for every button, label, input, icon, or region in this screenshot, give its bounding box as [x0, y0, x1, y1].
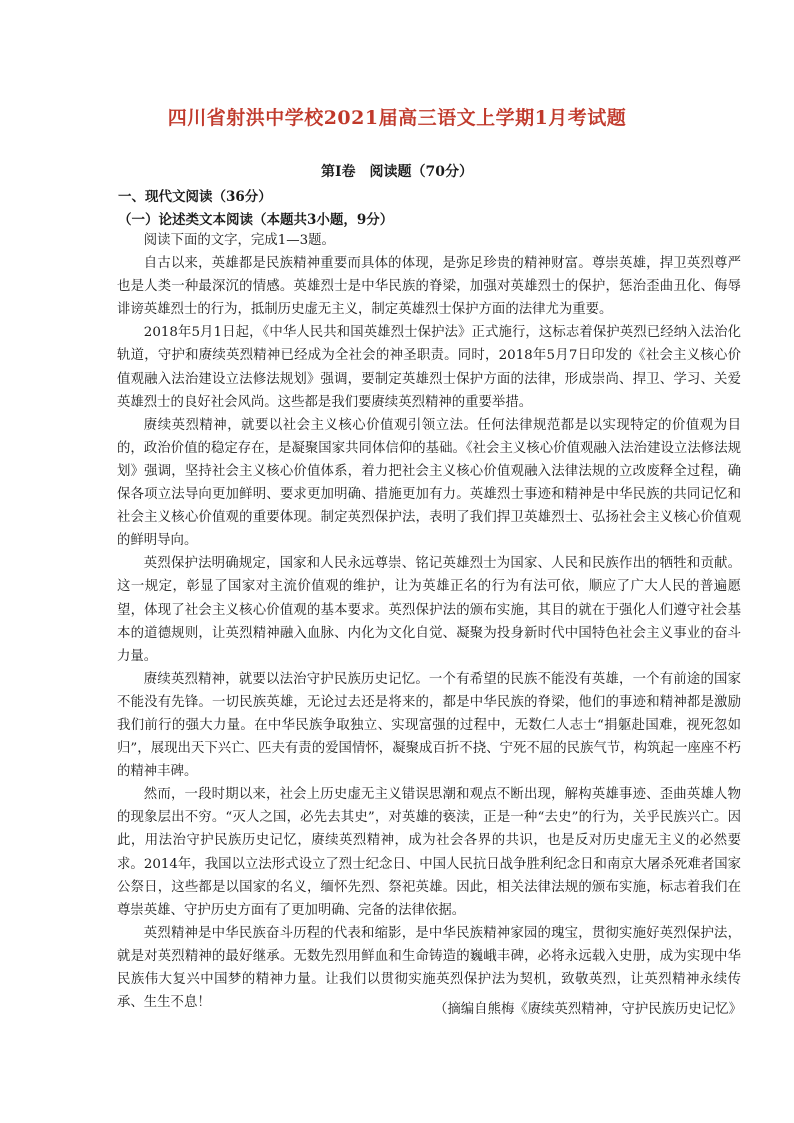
exam-title: 四川省射洪中学校2021届高三语文上学期1月考试题 — [167, 107, 627, 129]
section-heading: 一、现代文阅读（36分） — [118, 189, 272, 205]
instruction: 阅读下面的文字，完成1—3题。 — [143, 233, 335, 248]
paragraph: 2018年5月1日起，《中华人民共和国英雄烈士保护法》正式施行，这标志着保护英烈已经纳入法治化轨道，守护和赓续英烈精神已经成为全社会的神圣职责。同时，2018年5月7日印发的《社会主义核心价值观融入法治建设立法修法规划》强调，要制定英雄烈士保护方面的法律，形成崇尚、捍卫、学习、关爱英雄烈士的良好社会风尚。这些都是我们要赓续英烈精神的重要举措。 — [117, 325, 741, 410]
paragraph: 赓续英烈精神，就要以法治守护民族历史记忆。一个有希望的民族不能没有英雄，一个有前途的国家不能没有先锋。一切民族英雄，无论过去还是将来的，都是中华民族的脊梁，他们的事迹和精神都是激励我们前行的强大力量。在中华民族争取独立、实现富强的过程中，无数仁人志士“捐躯赴国难，视死忽如归”，展现出天下兴亡、匹夫有责的爱国情怀，凝聚成百折不挠、宁死不屈的民族气节，构筑起一座座不朽的精神丰碑。 — [117, 671, 741, 780]
article-body — [117, 229, 741, 1014]
source-citation: （摘编自熊梅《赓续英烈精神，守护民族历史记忆》 — [434, 1002, 742, 1017]
paragraph: 赓续英烈精神，就要以社会主义核心价值观引领立法。任何法律规范都是以实现特定的价值观为目的，政治价值的稳定存在，是凝聚国家共同体信仰的基础。《社会主义核心价值观融入法治建设立法修法规划》强调，坚持社会主义核心价值体系，着力把社会主义核心价值观融入法律法规的立改废释全过程，确保各项立法导向更加鲜明、要求更加明确、措施更加有力。英雄烈士事迹和精神是中华民族的共同记忆和社会主义核心价值观的重要体现。制定英烈保护法，表明了我们捍卫英雄烈士、弘扬社会主义核心价值观的鲜明导向。 — [117, 417, 741, 549]
paragraph: 英烈精神是中华民族奋斗历程的代表和缩影，是中华民族精神家园的瑰宝，贯彻实施好英烈保护法，就是对英烈精神的最好继承。无数先烈用鲜血和生命铸造的巍峨丰碑，必将永远载入史册，成为实现中华民族伟大复兴中国梦的精神力量。让我们以贯彻实施英烈保护法为契机，致敬英烈，让英烈精神永续传承、生生不息！ — [117, 925, 741, 1011]
subsection-heading: （一）论述类文本阅读（本题共3小题，9分） — [118, 212, 394, 228]
paragraph: 然而，一段时期以来，社会上历史虚无主义错误思潮和观点不断出现，解构英雄事迹、歪曲英雄人物的现象层出不穷。“灭人之国，必先去其史”，对英雄的亵渎，正是一种“去史”的行为，关乎民族兴亡。因此，用法治守护民族历史记忆，赓续英烈精神，成为社会各界的共识，也是反对历史虚无主义的必然要求。2014年，我国以立法形式设立了烈士纪念日、中国人民抗日战争胜利纪念日和南京大屠杀死难者国家公祭日，这些都是以国家的名义，缅怀先烈、祭祀英雄。因此，相关法律法规的颁布实施，标志着我们在尊崇英雄、守护历史方面有了更加明确、完备的法律依据。 — [117, 787, 741, 918]
paragraph: 英烈保护法明确规定，国家和人民永远尊崇、铭记英雄烈士为国家、人民和民族作出的牺牲和贡献。这一规定，彰显了国家对主流价值观的维护，让为英雄正名的行为有法可依，顺应了广大人民的普遍愿望，体现了社会主义核心价值观的基本要求。英烈保护法的颁布实施，其目的就在于强化人们遵守社会基本的道德规则，让英烈精神融入血脉、内化为文化自觉、凝聚为投身新时代中国特色社会主义事业的奋斗力量。 — [117, 556, 741, 664]
paragraph: 自古以来，英雄都是民族精神重要而具体的体现，是弥足珍贵的精神财富。尊崇英雄，捍卫英烈尊严也是人类一种最深沉的情感。英雄烈士是中华民族的脊梁，加强对英雄烈士的保护，惩治歪曲丑化、侮辱诽谤英雄烈士的行为，抵制历史虚无主义，制定英雄烈士保护方面的法律尤为重要。 — [117, 256, 741, 318]
part-heading: 第Ⅰ卷 阅读题（70分） — [320, 164, 474, 180]
